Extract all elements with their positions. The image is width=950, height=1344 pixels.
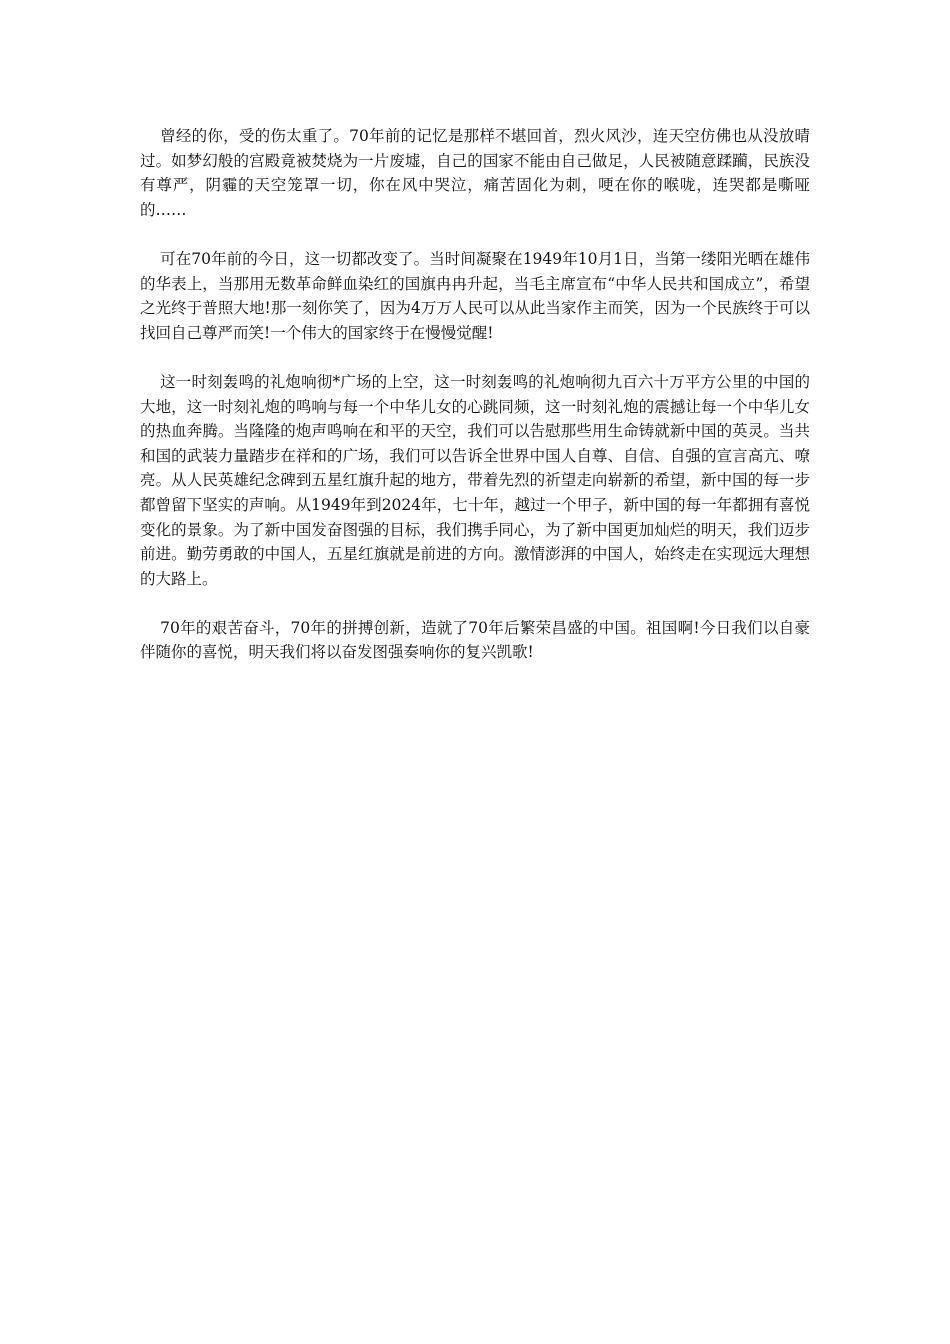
paragraph-salute-cannons: 这一时刻轰鸣的礼炮响彻*广场的上空，这一时刻轰鸣的礼炮响彻九百六十万平方公里的中国的大地，这一时刻礼炮的鸣响与每一个中华儿女的心跳同频，这一时刻礼炮的震撼让每一个中华儿女的热血奔腾。当隆隆的炮声鸣响在和平的天空，我们可以告慰那些用生命铸就新中国的英灵。当共和国的武装力量踏步在祥和的广场，我们可以告诉全世界中国人自尊、自信、自强的宣言高亢、嘹亮。从人民英雄纪念碑到五星红旗升起的地方，带着先烈的祈望走向崭新的希望，新中国的每一步都曾留下坚实的声响。从1949年到2024年，七十年，越过一个甲子，新中国的每一年都拥有喜悦变化的景象。为了新中国发奋图强的目标，我们携手同心，为了新中国更加灿烂的明天，我们迈步前进。勤劳勇敢的中国人，五星红旗就是前进的方向。激情澎湃的中国人，始终走在实现远大理想的大路上。 xyxy=(140,372,810,588)
paragraph-founding-day: 可在70年前的今日，这一切都改变了。当时间凝聚在1949年10月1日，当第一缕阳光晒在雄伟的华表上，当那用无数革命鲜血染红的国旗冉冉升起，当毛主席宣布“中华人民共和国成立”，希望之光终于普照大地!那一刻你笑了，因为4万万人民可以从此当家作主而笑，因为一个民族终于可以找回自己尊严而笑!一个伟大的国家终于在慢慢觉醒! xyxy=(140,249,810,342)
document-page xyxy=(140,124,810,690)
paragraph-conclusion: 70年的艰苦奋斗，70年的拼搏创新，造就了70年后繁荣昌盛的中国。祖国啊!今日我们以自豪伴随你的喜悦，明天我们将以奋发图强奏响你的复兴凯歌! xyxy=(140,618,810,662)
paragraph-past-memory: 曾经的你，受的伤太重了。70年前的记忆是那样不堪回首，烈火风沙，连天空仿佛也从没放晴过。如梦幻般的宫殿竟被焚烧为一片废墟，自己的国家不能由自己做足，人民被随意蹂躏，民族没有尊严，阴霾的天空笼罩一切，你在风中哭泣，痛苦固化为刺，哽在你的喉咙，连哭都是嘶哑的…… xyxy=(140,127,810,219)
